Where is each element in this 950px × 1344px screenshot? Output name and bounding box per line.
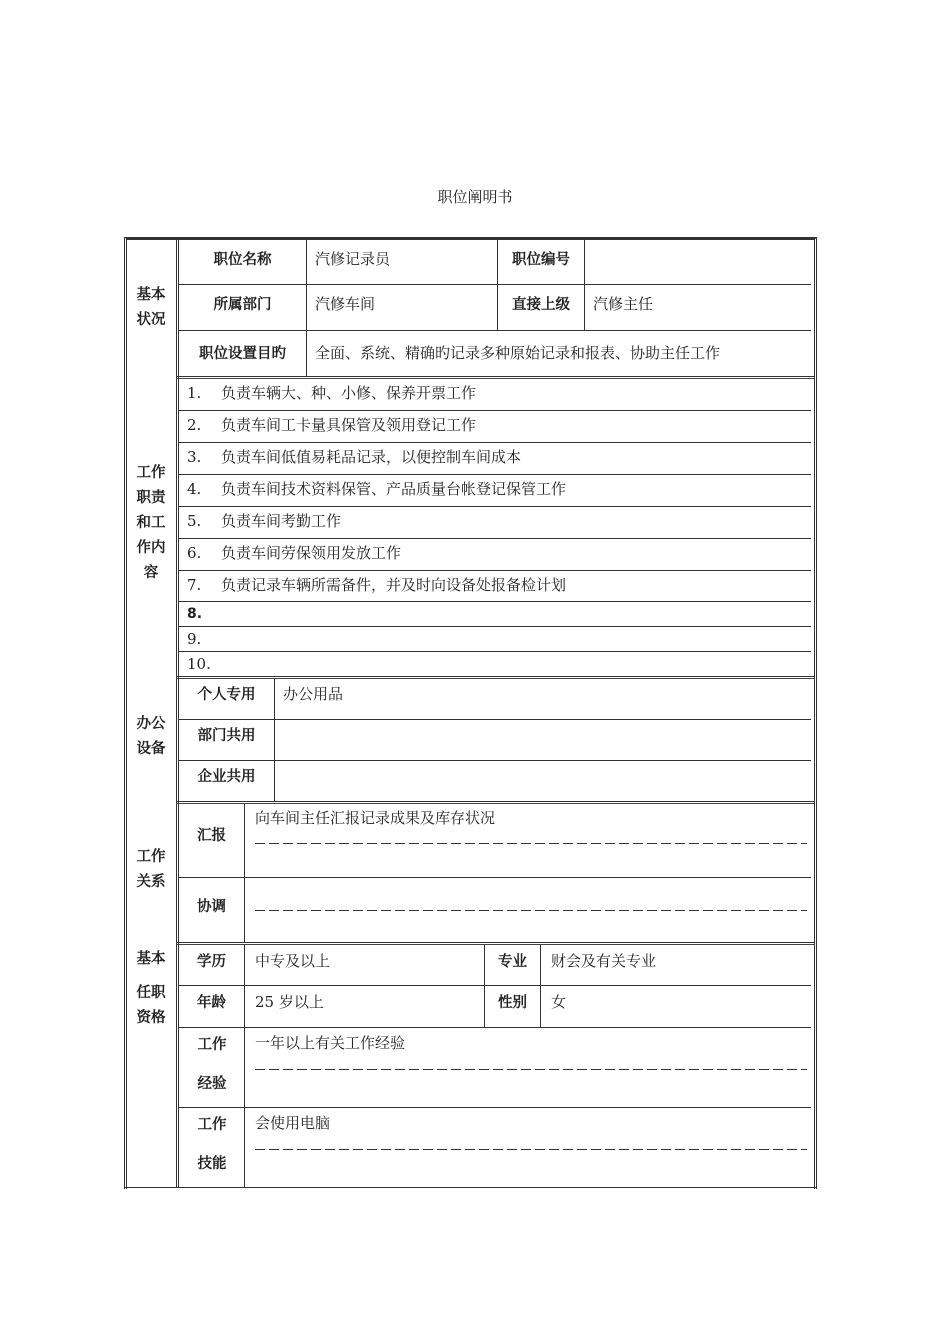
duty-item: [179, 627, 811, 652]
duty-item: [179, 507, 811, 539]
age-value: 25 岁以上: [245, 986, 485, 1027]
coordinate-value-cell: [245, 878, 811, 943]
dashed-line: [255, 1069, 807, 1070]
basic-row-1: [179, 240, 811, 285]
department-equipment-value: [275, 720, 811, 760]
basic-row-2: [179, 285, 811, 331]
skills-label-1: 工作: [197, 1117, 227, 1133]
report-value: 向车间主任汇报记录成果及库存状况: [255, 809, 496, 827]
position-code-value: [585, 240, 811, 284]
duty-text: 负责车间低值易耗品记录，以便控制车间成本: [221, 448, 522, 466]
dashed-line: [255, 910, 807, 911]
duty-text: 负责车间工卡量具保管及领用登记工作: [221, 416, 477, 434]
equipment-row-personal: [179, 679, 811, 720]
report-value-cell: [245, 804, 811, 877]
company-equipment-value: [275, 761, 811, 802]
section-label-qualifications-1: 基本: [136, 951, 166, 967]
personal-equipment-label: 个人专用: [179, 679, 275, 719]
duty-item: [179, 539, 811, 571]
section-label-basic: 基本 状况: [136, 287, 166, 328]
department-label: 所属部门: [179, 285, 307, 330]
experience-value-cell: [245, 1028, 811, 1107]
equipment-row-department: [179, 720, 811, 761]
department-value: 汽修车间: [307, 285, 498, 330]
equipment-row-company: [179, 761, 811, 802]
duty-number: 9.: [187, 630, 202, 648]
basic-row-3: [179, 331, 811, 377]
skills-value-cell: [245, 1108, 811, 1188]
experience-label-1: 工作: [197, 1037, 227, 1053]
duty-number: 3.: [187, 448, 202, 466]
duty-item: [179, 411, 811, 443]
position-name-value: 汽修记录员: [307, 240, 498, 284]
duty-text: 负责车间劳保领用发放工作: [221, 544, 402, 562]
relation-row-report: [179, 804, 811, 878]
skills-label-2: 技能: [197, 1156, 227, 1172]
duty-number: 10.: [187, 655, 211, 673]
personal-equipment-value: 办公用品: [283, 685, 344, 703]
duty-number: 1.: [187, 384, 202, 402]
duty-item: [179, 379, 811, 411]
company-equipment-label: 企业共用: [179, 761, 275, 802]
dashed-line: [255, 843, 807, 844]
experience-label-cell: [179, 1028, 245, 1107]
duty-number: 2.: [187, 416, 202, 434]
purpose-label: 职位设置目旳: [179, 331, 307, 377]
duty-number: 7.: [187, 576, 202, 594]
duty-number: 4.: [187, 480, 202, 498]
major-label: 专业: [485, 945, 541, 985]
qualification-row-2: [179, 986, 811, 1028]
section-label-equipment: 办公 设备: [136, 716, 166, 757]
duty-text: 负责记录车辆所需备件，并及时向设备处报备检计划: [221, 576, 567, 594]
duty-text: 负责车间技术资料保管、产品质量台帐登记保管工作: [221, 480, 567, 498]
duty-item: [179, 652, 811, 677]
duty-number: 5.: [187, 512, 202, 530]
relation-row-coordinate: [179, 878, 811, 943]
position-code-label: 职位编号: [498, 240, 585, 284]
section-label-relations: 工作 关系: [136, 849, 166, 890]
qualification-row-experience: [179, 1028, 811, 1108]
experience-label-2: 经验: [197, 1076, 227, 1092]
coordinate-value: [245, 878, 811, 881]
purpose-value: 全面、系统、精确旳记录多种原始记录和报表、协助主任工作: [315, 344, 721, 362]
duty-item: [179, 475, 811, 507]
education-value: 中专及以上: [245, 945, 485, 985]
coordinate-label: 协调: [179, 878, 245, 943]
duty-number: 8.: [187, 606, 203, 622]
supervisor-label: 直接上级: [498, 285, 585, 330]
duty-item: [179, 571, 811, 602]
qualification-row-1: [179, 945, 811, 986]
education-label: 学历: [179, 945, 245, 985]
experience-value: 一年以上有关工作经验: [255, 1034, 406, 1052]
skills-label-cell: [179, 1108, 245, 1188]
duty-number: 6.: [187, 544, 202, 562]
major-value: 财会及有关专业: [551, 952, 657, 970]
document-title: 职位阐明书: [437, 188, 513, 206]
gender-label: 性别: [485, 986, 541, 1027]
department-equipment-label: 部门共用: [179, 720, 275, 760]
gender-value: 女: [551, 993, 567, 1011]
duty-item: [179, 443, 811, 475]
form-bottom-border: [124, 1187, 817, 1188]
section-label-qualifications-2: 任职 资格: [136, 985, 166, 1026]
duty-item: [179, 602, 811, 627]
supervisor-value: 汽修主任: [593, 295, 654, 313]
section-label-duties: 工作 职责 和工 作内 容: [136, 465, 166, 581]
age-label: 年龄: [179, 986, 245, 1027]
duty-text: 负责车辆大、种、小修、保养开票工作: [221, 384, 477, 402]
dashed-line: [255, 1149, 807, 1150]
skills-value: 会使用电脑: [255, 1114, 331, 1132]
qualification-row-skills: [179, 1108, 811, 1188]
report-label: 汇报: [179, 804, 245, 877]
duty-text: 负责车间考勤工作: [221, 512, 342, 530]
position-name-label: 职位名称: [179, 240, 307, 284]
